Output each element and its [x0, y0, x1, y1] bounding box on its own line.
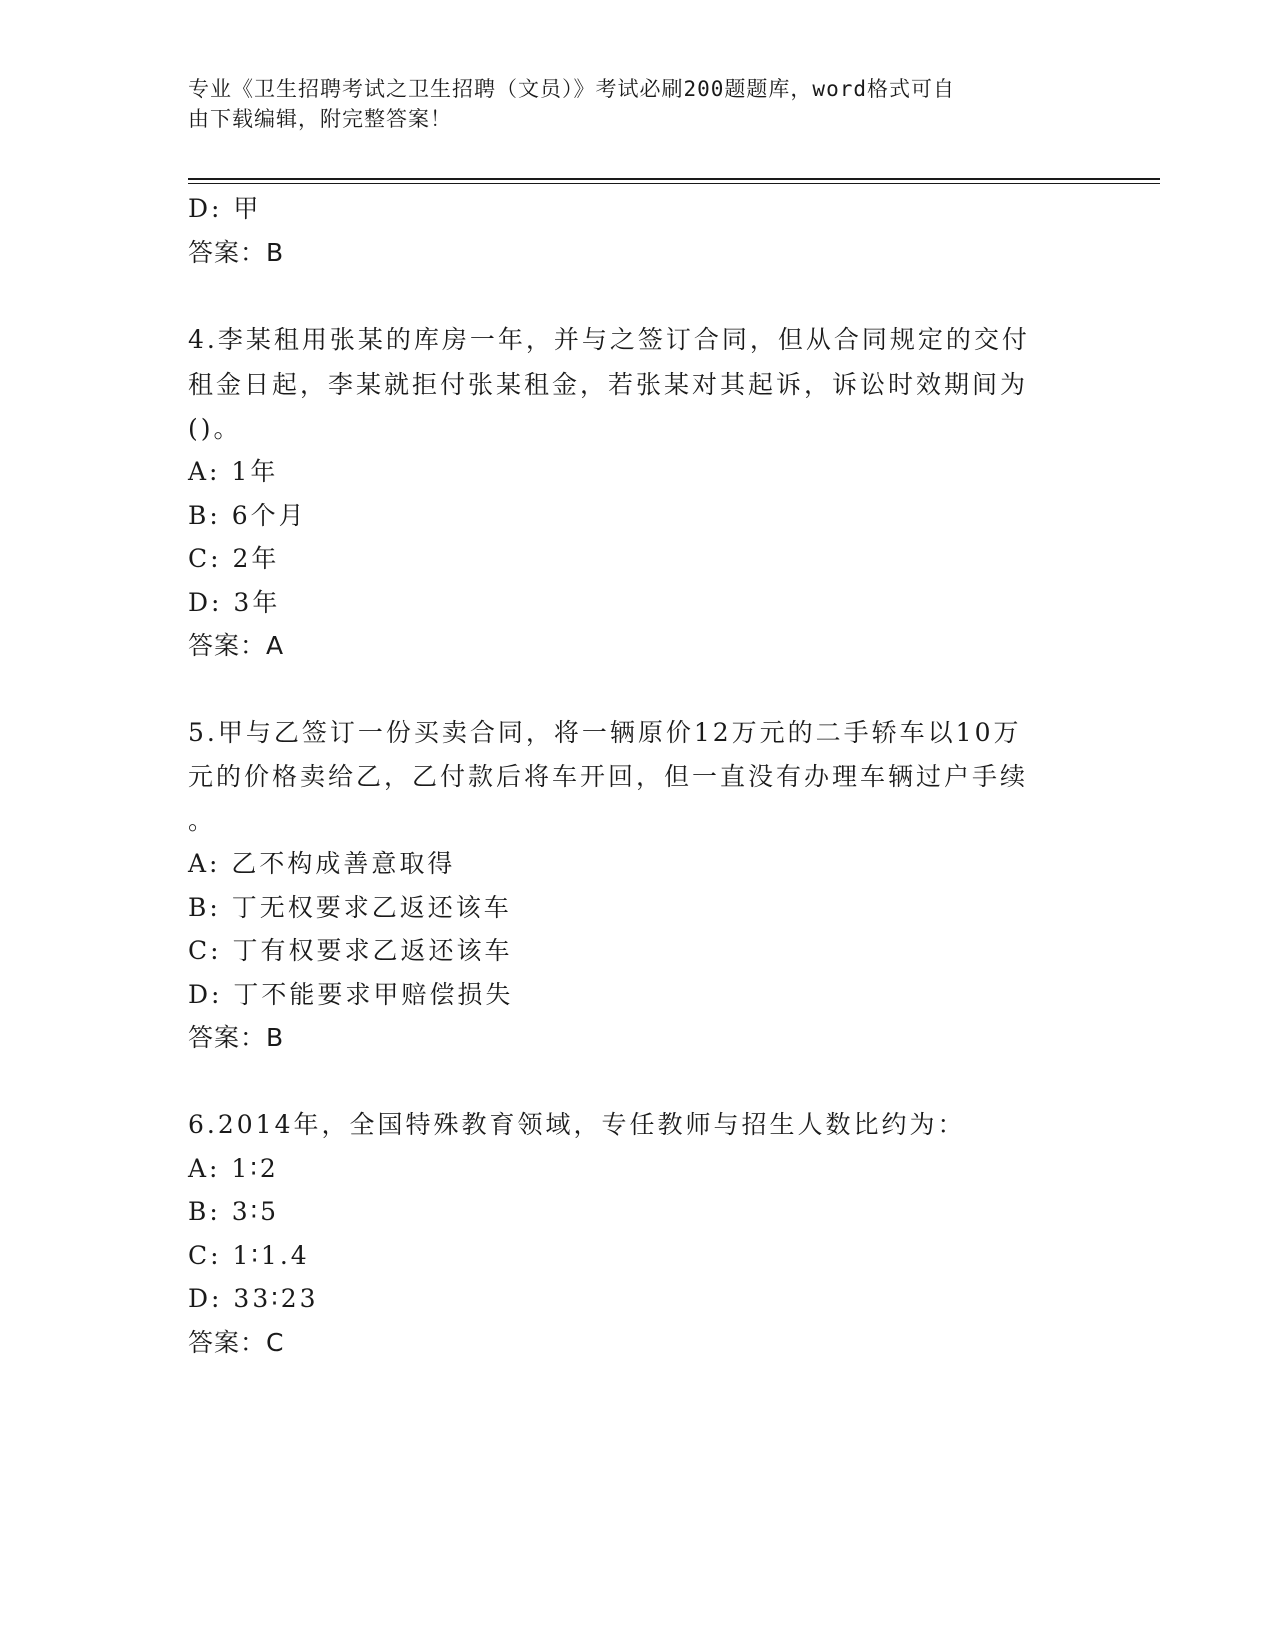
q5-stem-line-2: 元的价格卖给乙，乙付款后将车开回，但一直没有办理车辆过户手续: [188, 762, 1029, 791]
q5-option-d: D: 丁不能要求甲赔偿损失: [188, 980, 514, 1009]
q6-option-b: B: 3∶5: [188, 1197, 280, 1226]
q4-stem-line-2: 租金日起，李某就拒付张某租金，若张某对其起诉，诉讼时效期间为: [188, 370, 1029, 399]
q4-answer: 答案：A: [188, 631, 285, 660]
q6-option-d: D: 33∶23: [188, 1284, 319, 1313]
header-rule-thin: [188, 183, 1160, 184]
q5-stem-line-1: 5.甲与乙签订一份买卖合同，将一辆原价12万元的二手轿车以10万: [188, 718, 1022, 747]
q5-stem-line-3: 。: [188, 806, 217, 835]
q6-answer: 答案：C: [188, 1328, 285, 1357]
q4-option-d: D: 3年: [188, 588, 281, 617]
q3-option-d: D: 甲: [188, 194, 262, 223]
q6-option-c: C: 1∶1.4: [188, 1241, 310, 1270]
header-line-2: 由下载编辑，附完整答案！: [188, 107, 452, 131]
header-rule-thick: [188, 178, 1160, 180]
q6-stem-line-1: 6.2014年，全国特殊教育领域，专任教师与招生人数比约为：: [188, 1110, 966, 1139]
q5-option-b: B: 丁无权要求乙返还该车: [188, 893, 512, 922]
q5-option-a: A: 乙不构成善意取得: [188, 849, 456, 878]
q4-option-c: C: 2年: [188, 544, 280, 573]
q6-option-a: A: 1∶2: [188, 1154, 279, 1183]
q5-option-c: C: 丁有权要求乙返还该车: [188, 936, 513, 965]
document-header: [188, 74, 1068, 134]
q4-stem-line-1: 4.李某租用张某的库房一年，并与之签订合同，但从合同规定的交付: [188, 325, 1030, 354]
q4-option-a: A: 1年: [188, 457, 279, 486]
q4-stem-line-3: ()。: [188, 414, 242, 443]
q5-answer: 答案：B: [188, 1023, 285, 1052]
header-line-1: 专业《卫生招聘考试之卫生招聘（文员）》考试必刷200题题库，word格式可自: [188, 77, 955, 101]
q4-option-b: B: 6个月: [188, 501, 307, 530]
q3-answer: 答案：B: [188, 238, 285, 267]
